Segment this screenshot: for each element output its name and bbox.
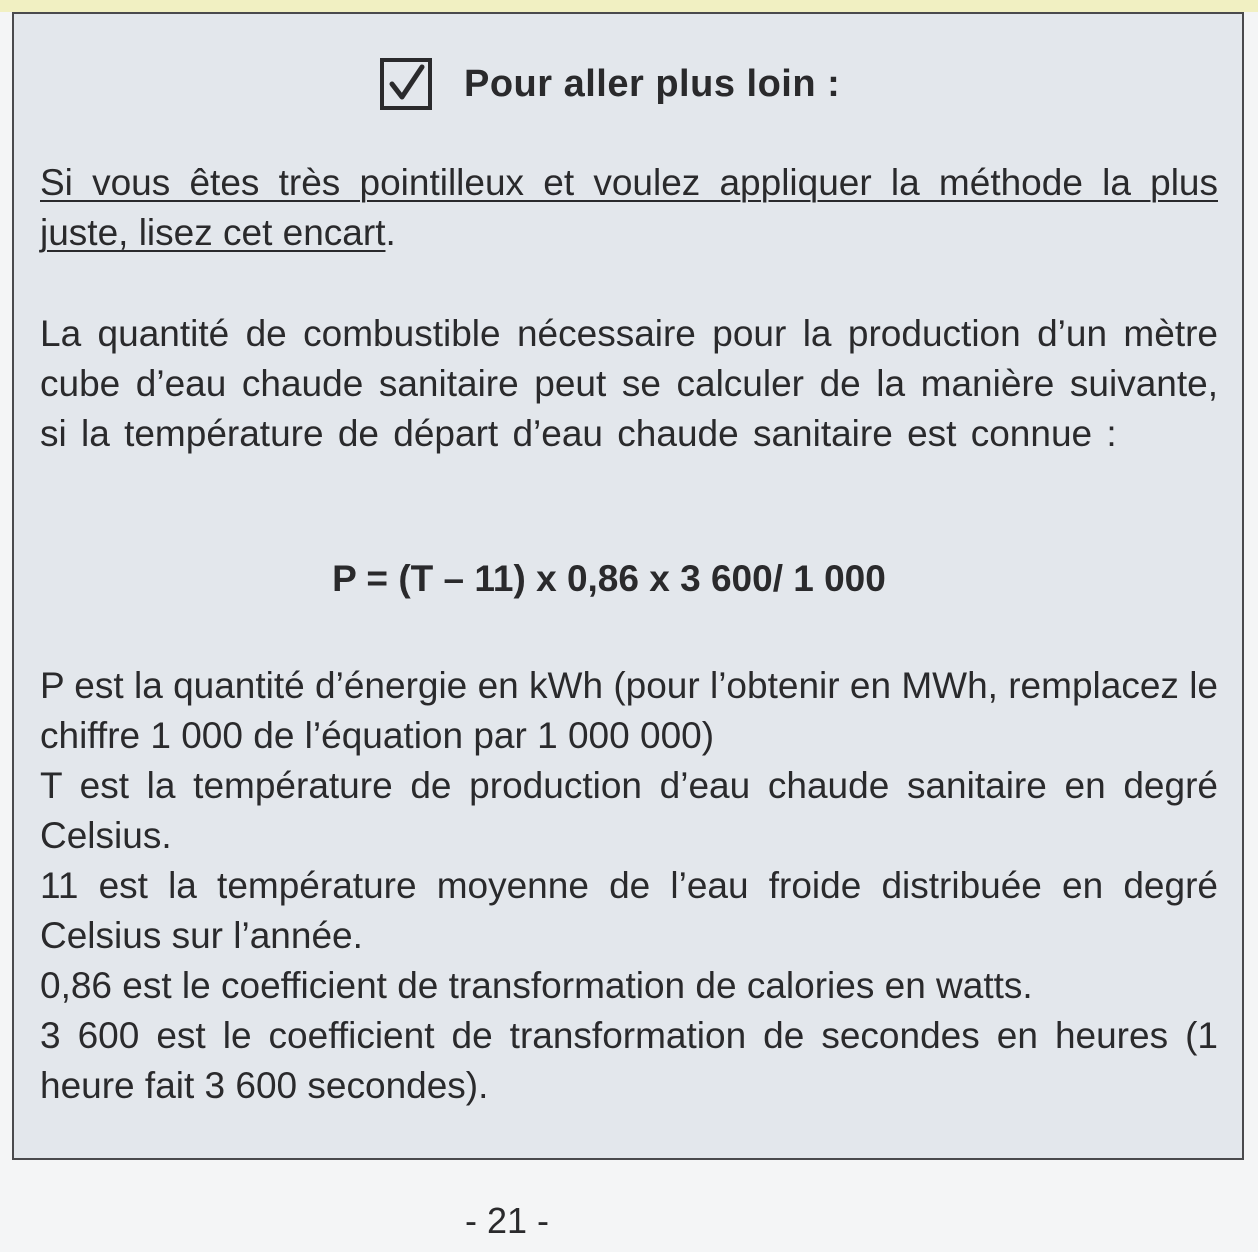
callout-paragraph: La quantité de combustible nécessaire pour la production d’un mètre cube d’eau chaude sanitaire peut se calculer de la manière suivante, si la température de départ d’eau chaude sanitaire est connue : (40, 313, 1218, 454)
definition-086: 0,86 est le coefficient de transformation de calories en watts. (40, 965, 1033, 1006)
callout-intro (40, 158, 1218, 258)
page-number: - 21 - (464, 1200, 550, 1241)
definition-p: P est la quantité d’énergie en kWh (pour l’obtenir en MWh, remplacez le chiffre 1 000 de l’équation par 1 000 000) (40, 665, 1218, 756)
page-top-edge (0, 0, 1258, 12)
intro-underlined-text: Si vous êtes très pointilleux et voulez appliquer la méthode la plus juste, lisez cet encart (40, 162, 1218, 253)
definition-3600: 3 600 est le coefficient de transformation de secondes en heures (1 heure fait 3 600 secondes). (40, 1015, 1218, 1106)
callout-heading: Pour aller plus loin : (464, 62, 841, 105)
formula: P = (T – 11) x 0,86 x 3 600/ 1 000 (332, 558, 886, 599)
intro-period: . (385, 212, 396, 253)
definition-11: 11 est la température moyenne de l’eau froide distribuée en degré Celsius sur l’année. (40, 865, 1218, 956)
callout-header (380, 52, 840, 116)
definition-t: T est la température de production d’eau chaude sanitaire en degré Celsius. (40, 765, 1218, 856)
definitions-list (40, 661, 1218, 1111)
checkbox-checked-icon (380, 58, 432, 110)
check-mark-icon (388, 64, 426, 104)
